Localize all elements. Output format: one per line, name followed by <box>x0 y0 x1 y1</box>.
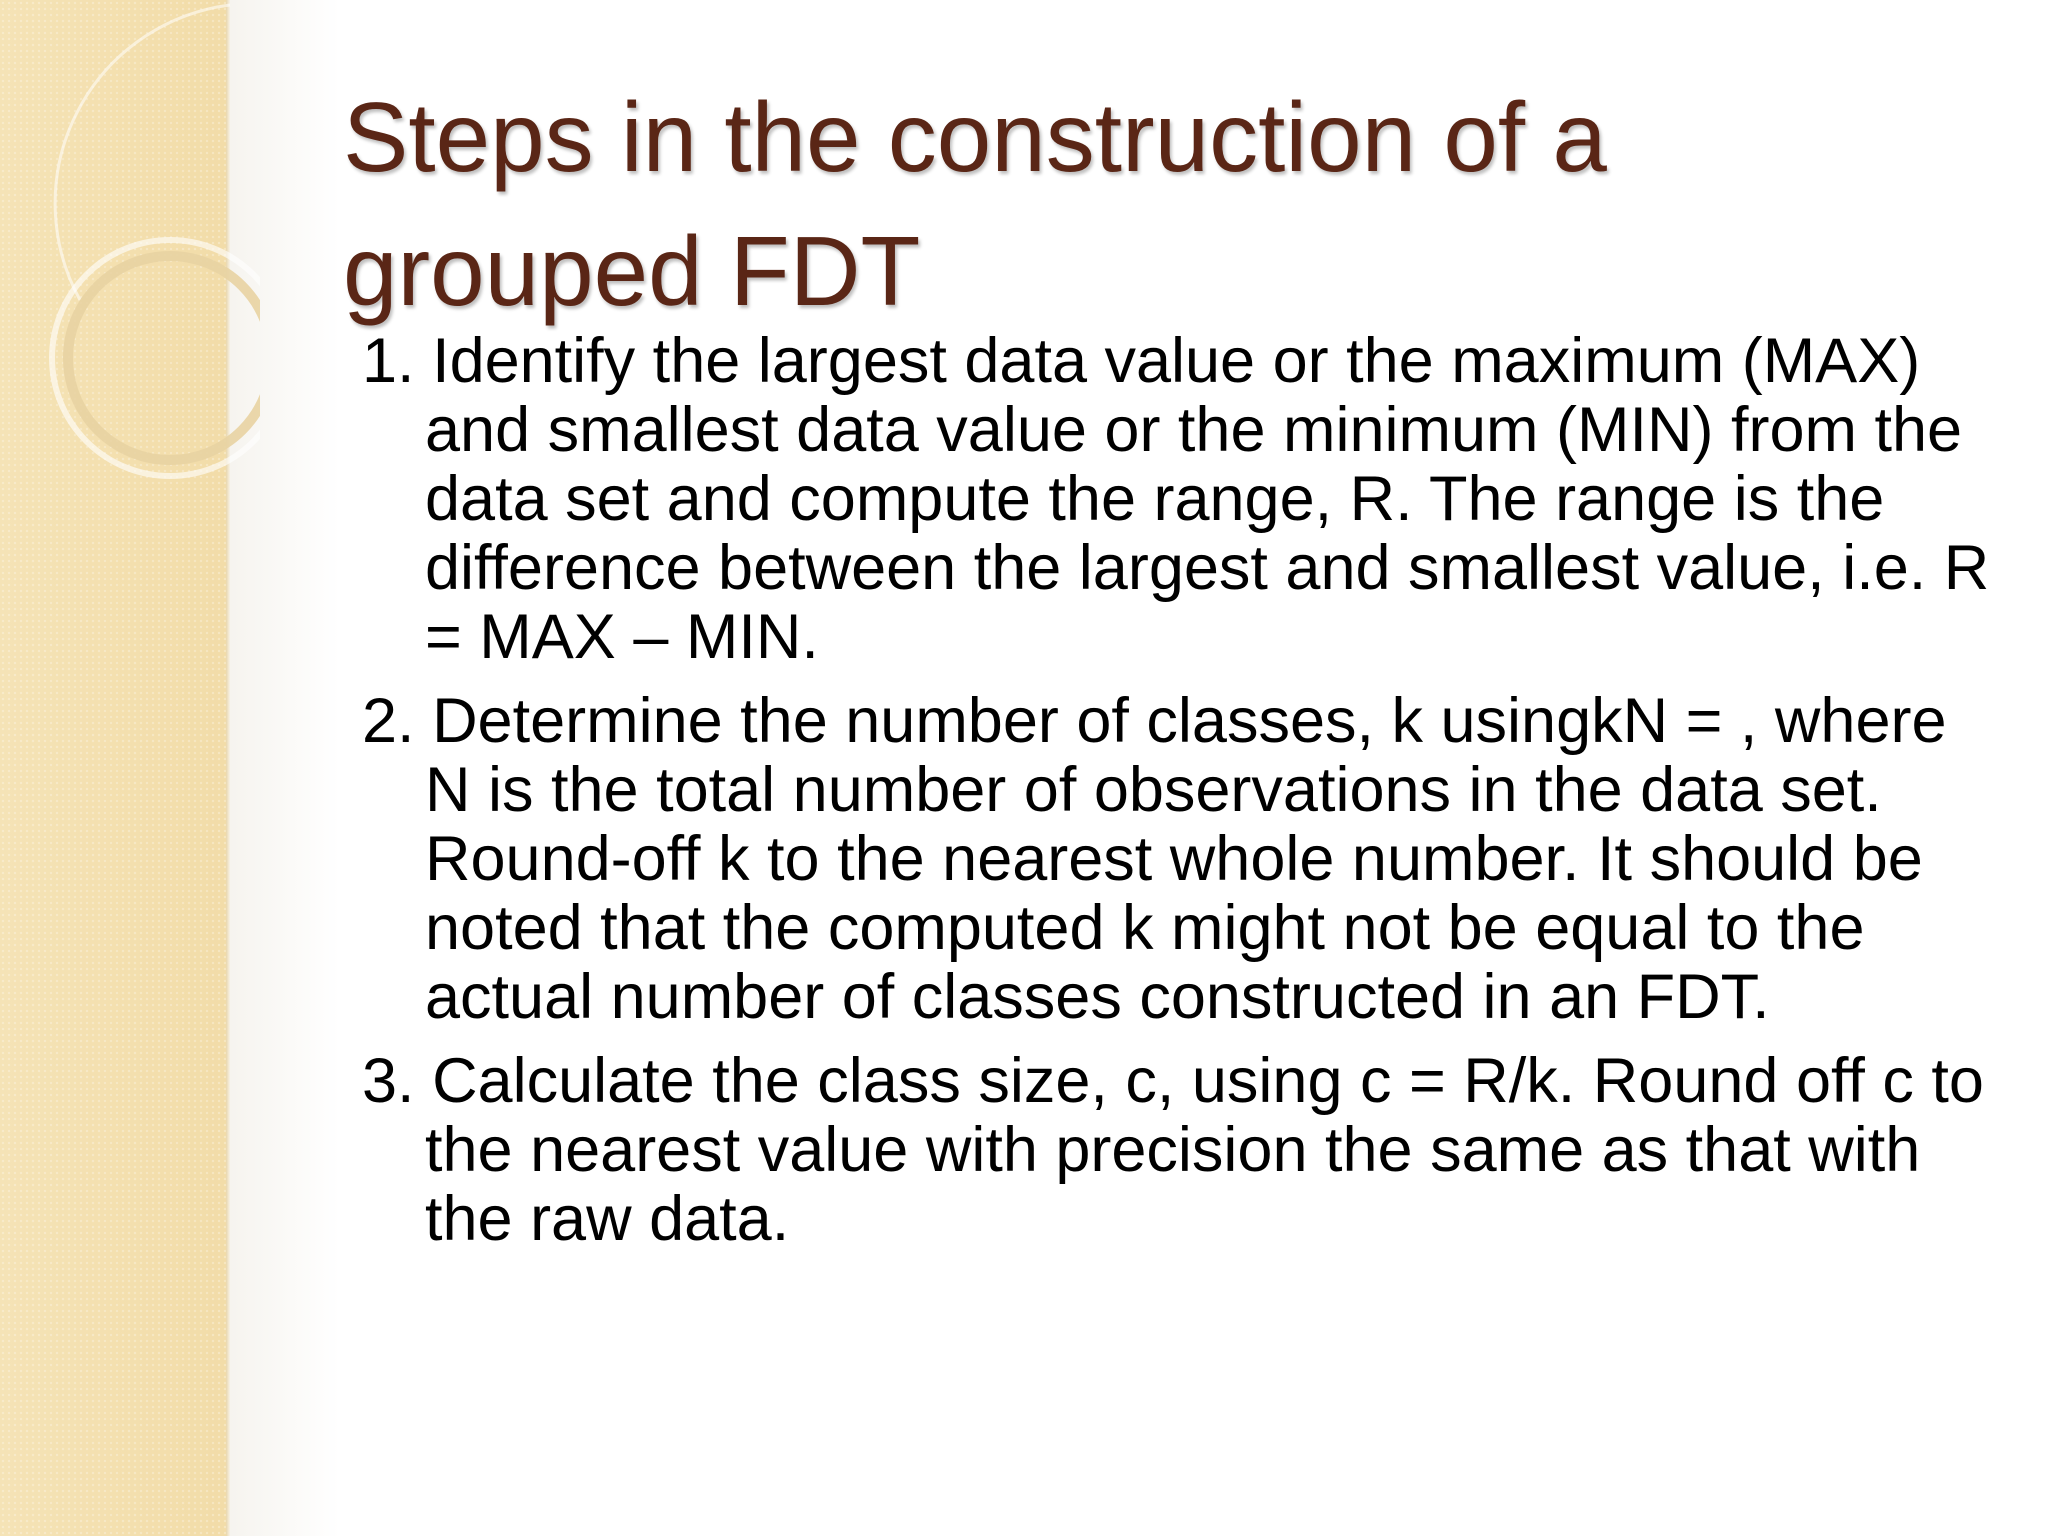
decorative-ring-small-inner <box>68 256 260 460</box>
step-item-1 <box>362 327 2002 672</box>
steps-list <box>362 327 2002 1269</box>
step-text-2: Determine the number of classes, k usingkN = , where N is the total number of observations in the data set. Round-off k to the nearest whole number. It should be noted that the computed k might not be equal to the actual number of classes constructed in an FDT. <box>425 686 1947 1032</box>
step-number-2: 2. <box>362 686 415 756</box>
step-text-3: Calculate the class size, c, using c = R/k. Round off c to the nearest value with precision the same as that with the raw data. <box>425 1046 1984 1254</box>
slide-title: Steps in the construction of a grouped FDT <box>343 82 1607 326</box>
step-number-3: 3. <box>362 1046 415 1116</box>
step-text-1: Identify the largest data value or the maximum (MAX) and smallest data value or the minimum (MIN) from the data set and compute the range, R. The range is the difference between the largest and smallest value, i.e. R = MAX – MIN. <box>425 326 1990 672</box>
step-item-3 <box>362 1047 2002 1254</box>
step-number-1: 1. <box>362 326 415 396</box>
decorative-rings <box>0 0 260 520</box>
step-item-2 <box>362 687 2002 1032</box>
